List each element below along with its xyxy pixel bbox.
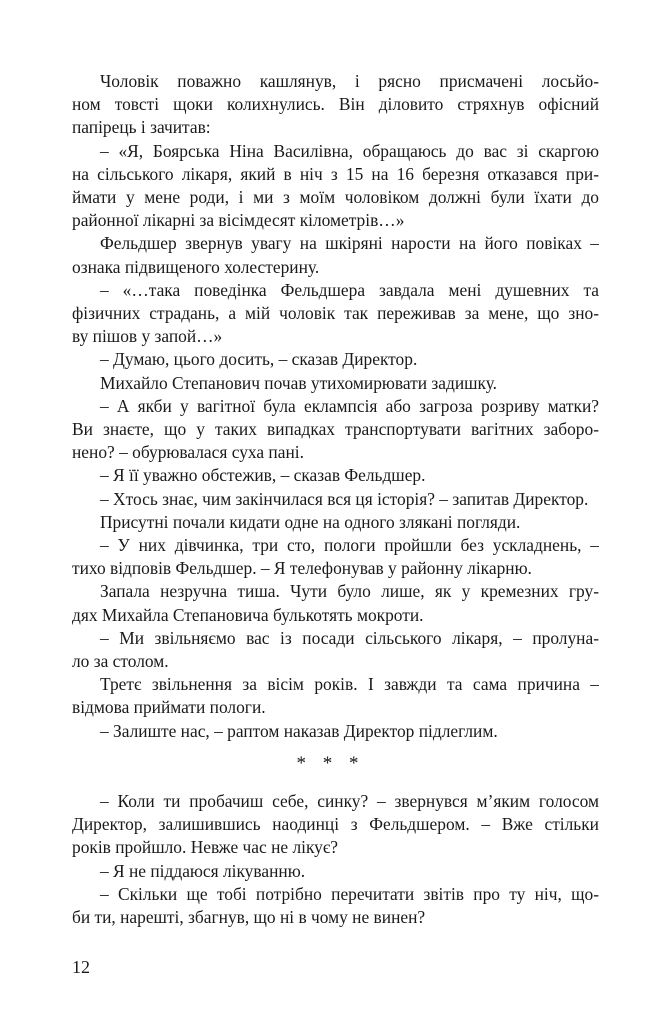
paragraph [72,673,599,719]
paragraph [72,534,599,580]
paragraph [72,627,599,673]
text-line: – Я не піддаюся лікуванню. [100,860,306,881]
text-line: Фельдшер звернув увагу на шкіряні нарости на його повіках – [100,233,599,254]
page-number: 12 [72,957,90,977]
text-line: Директор, залишившись наодинці з Фельдшером. – Вже стільки [72,814,599,835]
text-line: Запала незручна тиша. Чути було лише, як у кремезних гру- [100,581,599,602]
text-line: дях Михайла Степановича булькотять мокроти. [72,604,424,625]
text-line: ву пішов у запой…» [72,326,223,347]
section-separator: * * * [296,753,365,774]
text-line: – Коли ти пробачиш себе, синку? – звернувся м’яким голосом [100,791,599,811]
text-line: Чоловік поважно кашлянув, і рясно присмачені лосьйо- [100,71,599,91]
paragraph [72,232,599,278]
paragraph [72,140,599,233]
paragraph [72,279,599,349]
text-line: років пройшло. Невже час не лікує? [72,837,339,858]
paragraph [72,372,599,395]
text-line: – Ми звільняємо вас із посади сільського лікаря, – пролуна- [100,627,599,648]
paragraph [72,860,599,883]
text-line: Ви знаєте, що у таких випадках транспортувати вагітних заборо- [72,419,599,440]
text-line: районної лікарні за вісімдесят кілометрів…» [72,210,405,231]
text-line: – Хтось знає, чим закінчилася вся ця історія? – запитав Директор. [100,488,589,509]
text-line: ознака підвищеного холестерину. [72,256,320,277]
paragraph [72,395,599,465]
text-line: фізичних страдань, а мій чоловік так переживав за мене, що зно- [72,303,599,324]
text-line: нено? – обурювалася суха пані. [72,442,304,463]
paragraph [72,790,599,860]
text-line: Третє звільнення за вісім років. І завжди та сама причина – [100,674,599,695]
text-line: – «…така поведінка Фельдшера завдала мені душевних та [100,279,599,300]
text-line: ймати у мене роди, і ми з моїм чоловіком должні були їхати до [72,187,599,208]
text-line: Михайло Степанович почав утихомирювати задишку. [100,372,498,393]
paragraph [72,580,599,626]
text-line: відмова приймати пологи. [72,697,266,718]
text-section-2 [72,790,599,929]
text-line: – А якби у вагітної була еклампсія або загроза розриву матки? [100,395,599,416]
paragraph [72,70,599,140]
paragraph [72,488,599,511]
paragraph [72,511,599,534]
text-line: – У них дівчинка, три сто, пологи пройшли без ускладнень, – [100,535,599,556]
text-line: ло за столом. [72,651,169,672]
text-line: – «Я, Боярська Ніна Василівна, обращаюсь до вас зі скаргою [100,140,599,161]
text-section-1 [72,70,599,743]
text-line: – Думаю, цього досить, – сказав Директор. [100,349,418,370]
text-line: – Скільки ще тобі потрібно перечитати звітів про ту ніч, що- [100,883,599,904]
paragraph [72,883,599,929]
text-line: на сільського лікаря, який в ніч з 15 на 16 березня отказався при- [72,163,599,184]
text-line: ном товсті щоки колихнулись. Він діловито стряхнув офісний [72,94,599,115]
text-line: – Я її уважно обстежив, – сказав Фельдшер. [100,465,426,486]
paragraph [72,720,599,743]
text-line: би ти, нарешті, збагнув, що ні в чому не винен? [72,907,426,928]
paragraph [72,348,599,371]
text-line: тихо відповів Фельдшер. – Я телефонував у районну лікарню. [72,558,532,579]
text-line: папірець і зачитав: [72,117,211,138]
text-line: Присутні почали кидати одне на одного злякані погляди. [100,511,521,532]
paragraph [72,464,599,487]
text-line: – Залиште нас, – раптом наказав Директор підлеглим. [100,720,498,741]
